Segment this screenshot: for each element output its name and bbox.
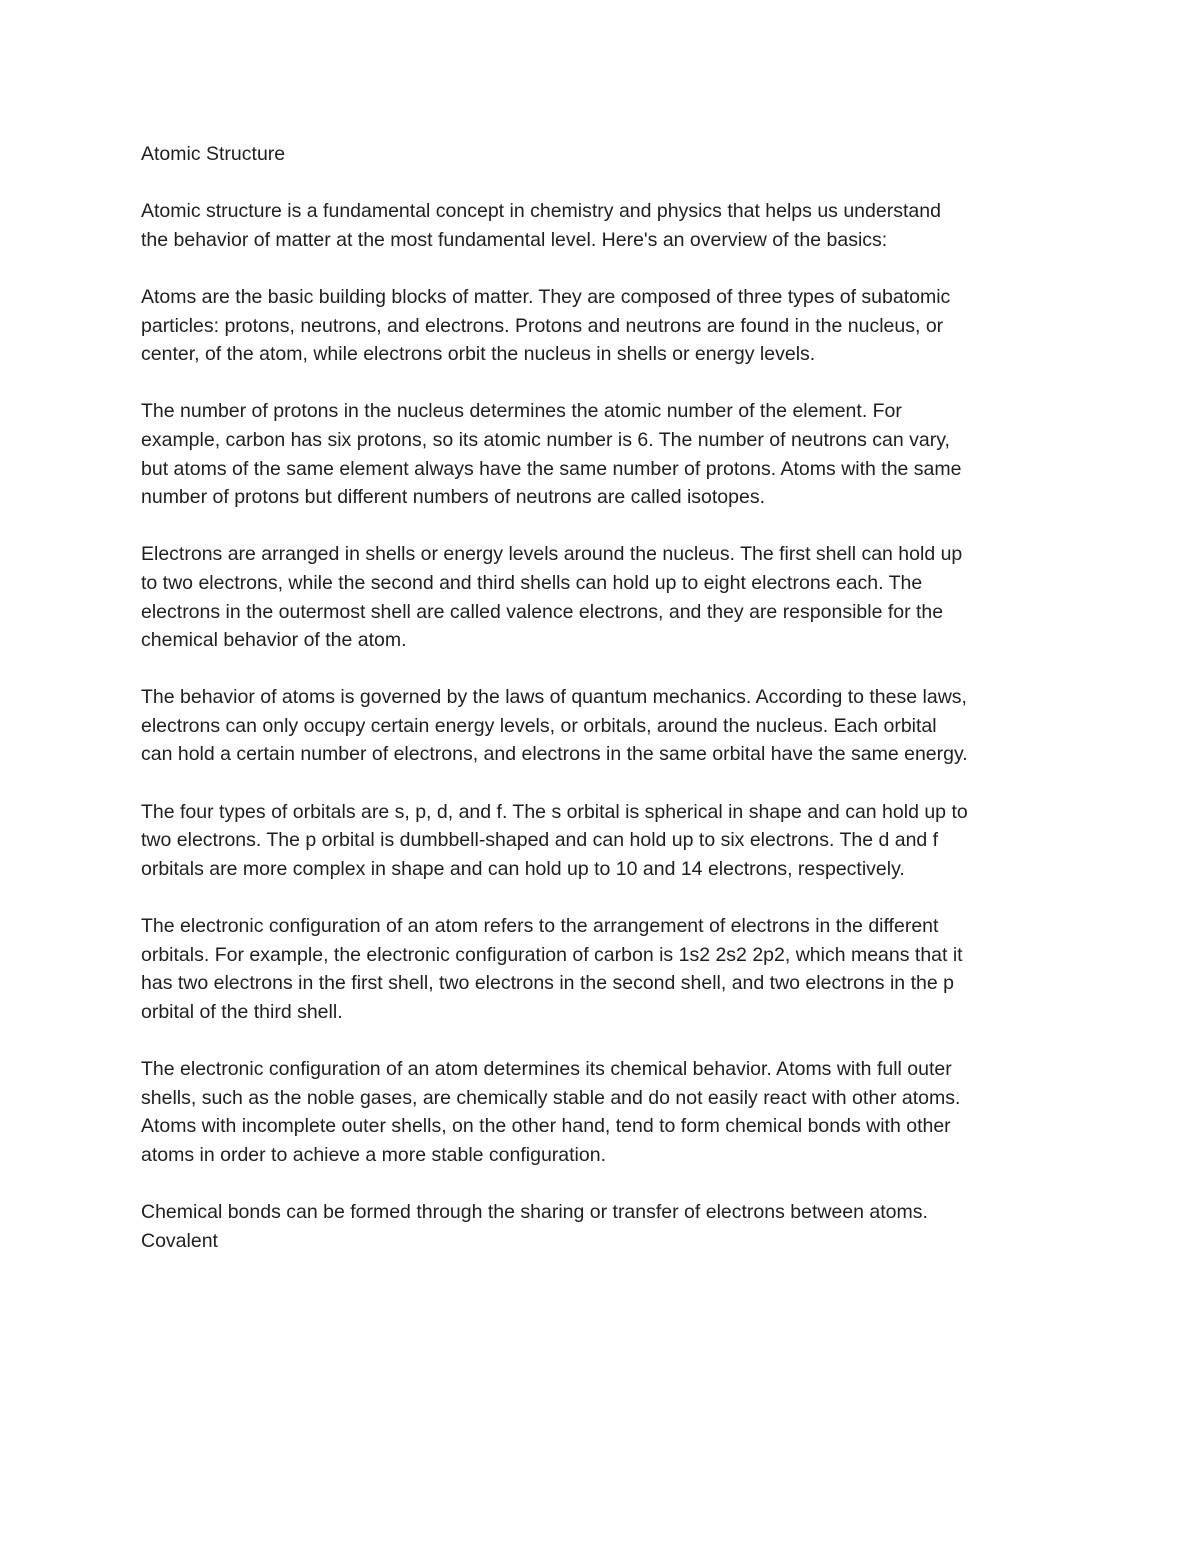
paragraph-orbitals xyxy=(141,798,1066,884)
paragraph-quantum xyxy=(141,683,1066,769)
text-line: electrons in the outermost shell are called valence electrons, and they are responsible for the xyxy=(141,600,944,623)
text-line: The number of protons in the nucleus determines the atomic number of the element. For xyxy=(141,400,902,423)
text-line: The four types of orbitals are s, p, d, and f. The s orbital is spherical in shape and can hold up to xyxy=(141,800,968,823)
text-line: particles: protons, neutrons, and electrons. Protons and neutrons are found in the nucleus, or xyxy=(141,314,944,337)
text-line: number of protons but different numbers of neutrons are called isotopes. xyxy=(141,486,766,509)
document-title: Atomic Structure xyxy=(141,143,286,165)
paragraph-intro xyxy=(141,197,1066,254)
text-line: has two electrons in the first shell, two electrons in the second shell, and two electrons in the p xyxy=(141,972,954,995)
text-line: Atoms are the basic building blocks of matter. They are composed of three types of subatomic xyxy=(141,285,951,308)
paragraph-chemical-behavior xyxy=(141,1055,1066,1169)
text-line: Covalent xyxy=(141,1229,218,1252)
text-line: chemical behavior of the atom. xyxy=(141,629,407,652)
text-line: Chemical bonds can be formed through the sharing or transfer of electrons between atoms. xyxy=(141,1200,928,1223)
text-line: electrons can only occupy certain energy levels, or orbitals, around the nucleus. Each orbital xyxy=(141,714,937,737)
text-line: two electrons. The p orbital is dumbbell-shaped and can hold up to six electrons. The d and f xyxy=(141,829,939,852)
text-line: Atoms with incomplete outer shells, on the other hand, tend to form chemical bonds with other xyxy=(141,1115,951,1138)
text-line: center, of the atom, while electrons orbit the nucleus in shells or energy levels. xyxy=(141,343,816,366)
paragraph-bonds xyxy=(141,1198,1066,1255)
text-line: The electronic configuration of an atom refers to the arrangement of electrons in the different xyxy=(141,915,939,938)
text-line: can hold a certain number of electrons, and electrons in the same orbital have the same energy. xyxy=(141,743,968,766)
text-line: orbitals. For example, the electronic configuration of carbon is 1s2 2s2 2p2, which means that it xyxy=(141,943,963,966)
text-line: orbital of the third shell. xyxy=(141,1000,343,1023)
text-line: Electrons are arranged in shells or energy levels around the nucleus. The first shell can hold up xyxy=(141,543,963,566)
paragraph-electrons xyxy=(141,540,1066,654)
text-line: The electronic configuration of an atom determines its chemical behavior. Atoms with full outer xyxy=(141,1058,952,1080)
text-line: The behavior of atoms is governed by the laws of quantum mechanics. According to these laws, xyxy=(141,686,967,709)
text-line: example, carbon has six protons, so its atomic number is 6. The number of neutrons can vary, xyxy=(141,428,950,451)
paragraph-atoms xyxy=(141,283,1066,369)
text-line: the behavior of matter at the most fundamental level. Here's an overview of the basics: xyxy=(141,228,888,251)
text-line: to two electrons, while the second and third shells can hold up to eight electrons each. The xyxy=(141,571,923,594)
text-line: orbitals are more complex in shape and can hold up to 10 and 14 electrons, respectively. xyxy=(141,857,905,880)
paragraph-configuration xyxy=(141,912,1066,1026)
paragraph-protons xyxy=(141,397,1066,511)
text-line: but atoms of the same element always have the same number of protons. Atoms with the same xyxy=(141,457,962,480)
text-line: atoms in order to achieve a more stable configuration. xyxy=(141,1143,607,1166)
text-line: shells, such as the noble gases, are chemically stable and do not easily react with other atoms. xyxy=(141,1086,961,1109)
document-body xyxy=(141,140,1066,1284)
text-line: Atomic structure is a fundamental concept in chemistry and physics that helps us understand xyxy=(141,200,941,223)
